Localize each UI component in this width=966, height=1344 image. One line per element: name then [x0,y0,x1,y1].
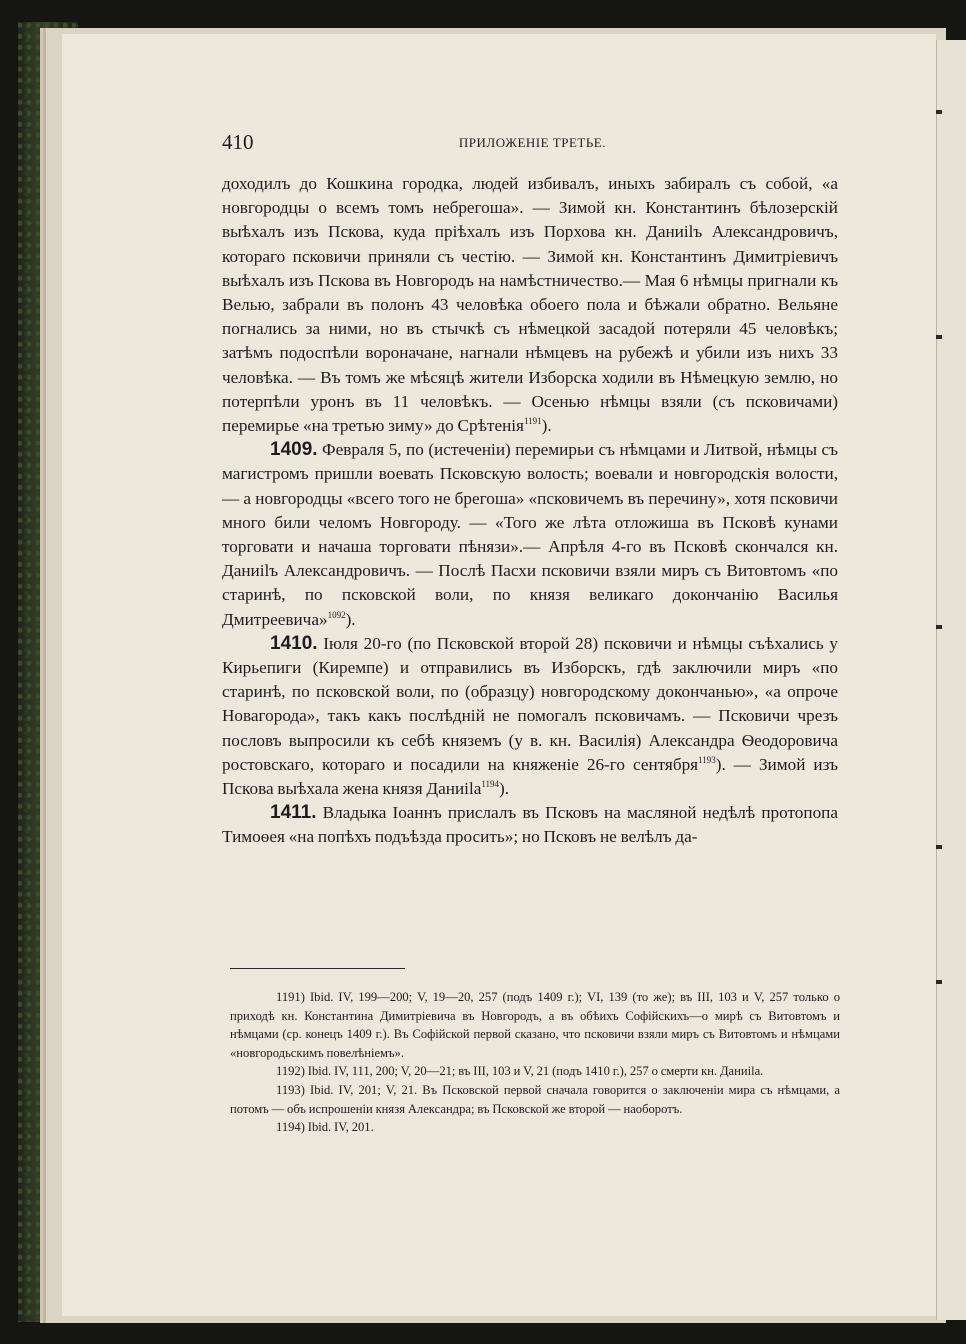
year-heading: 1409. [270,439,318,461]
footnote: 1193) Ibid. IV, 201; V, 21. Въ Псковской первой сначала говорится о заключенiи мира съ нѣмцами, а потомъ — объ испрошенiи князя Александра; въ Псковской же второй — наоборотъ. [230,1082,840,1116]
footnote-ref: 1193 [698,754,716,765]
paragraph: 1411. Владыка Iоаннъ прислалъ въ Псковъ на масляной недѣлѣ протопопа Тимоѳея «на попѣхъ подъѣзда просить»; но Псковъ не велѣлъ да- [222,802,839,847]
footnotes [230,988,840,1137]
footnote: 1192) Ibid. IV, 111, 200; V, 20—21; въ III, 103 и V, 21 (подъ 1410 г.), 257 о смерти кн. Даниila. [276,1064,764,1079]
footnote: 1194) Ibid. IV, 201. [276,1120,374,1135]
running-title: ПРИЛОЖЕНIЕ ТРЕТЬЕ. [458,135,606,150]
page-header [222,130,606,158]
main-text [222,172,838,850]
page-number: 410 [222,130,254,154]
paragraph: 1410. Iюля 20-го (по Псковской второй 28) псковичи и нѣмцы съѣхались у Кирьепиги (Киремпе) и отправились въ Изборскъ, гдѣ заключили миръ «по старинѣ, по псковской воли, по (образцу) новгородскому докончанью», «а опроче Новагорода», такъ какъ послѣднiй не помогалъ псковичамъ. — Псковичи чрезъ пословъ выпросили къ себѣ княземъ (у в. кн. Василiя) Александра Ѳеодоровича ростовскаго, котораго и посадили на княженiе 26-го сентября$^{1193}$). — Зимой изъ Пскова выѣхала жена князя Даниila$^{1194}$). [222,632,838,799]
footnote-ref: 1191 [523,416,542,427]
year-heading: 1410. [270,632,318,654]
paragraph: доходилъ до Кошкина городка, людей избивалъ, иныхъ забиралъ съ собой, «а новгородцы о всемъ томъ небрегоша». — Зимой кн. Константинъ бѣлозерскiй выѣхалъ изъ Пскова, куда прiѣхалъ изъ Порхова кн. Даниilъ Александровичъ, котораго псковичи приняли съ честiю. — Зимой кн. Константинъ Димитрiевичъ выѣхалъ изъ Пскова въ Новгородъ на намѣстничество.— Мая 6 нѣмцы пригнали къ Велью, забрали въ полонъ 43 человѣка обоего пола и бѣжали обратно. Вельяне погнались за ними, но въ стычкѣ съ нѣмецкой засадой потеряли 45 человѣкъ; затѣмъ подоспѣли вороначане, нагнали нѣмцевъ на рубежѣ и убили изъ нихъ 33 человѣка. — Въ томъ же мѣсяцѣ жители Изборска ходили въ Нѣмецкую землю, но потерпѣли уронъ въ 11 человѣкъ. — Осенью нѣмцы взяли (съ псковичами) перемирье «на третью зиму» до Срѣтенiя$^{1191}$). [222,174,838,436]
footnote-ref: 1092 [327,609,346,620]
year-heading: 1411. [270,802,317,824]
facing-page-edge [936,40,966,1320]
footnote-ref: 1194 [481,779,500,790]
footnote-rule [230,968,405,969]
footnote: 1191) Ibid. IV, 199—200; V, 19—20, 257 (подъ 1409 г.); VI, 139 (то же); въ III, 103 и V, 257 только о приходѣ кн. Константина Димитрiевича въ Новгородъ, а въ обѣихъ Софiйскихъ—о мирѣ съ Витовтомъ и нѣмцами (ср. конецъ 1409 г.). Въ Софiйской первой сказано, что псковичи взяли миръ съ Витовтомъ и нѣмцами «новгородьскимъ повелѣнiемъ». [230,990,840,1060]
paragraph: 1409. Февраля 5, по (истеченiи) перемирьи съ нѣмцами и Литвой, нѣмцы съ магистромъ пришли воевать Псковскую волость; воевали и новгородскiя волости, — а новгородцы «всего того не брегоша» «псковичемъ въ перечину», хотя псковичи много били челомъ Новгороду. — «Того же лѣта отложиша въ Псковѣ кунами торговати и начаша торговати пѣнязи».— Апрѣля 4-го въ Псковѣ скончался кн. Даниilъ Александровичъ. — Послѣ Пасхи псковичи взяли миръ съ Витовтомъ «по старинѣ, по псковской воли, по князя великаго докончанiю Василья Дмитреевича»$^{1092}$). [222,439,839,629]
